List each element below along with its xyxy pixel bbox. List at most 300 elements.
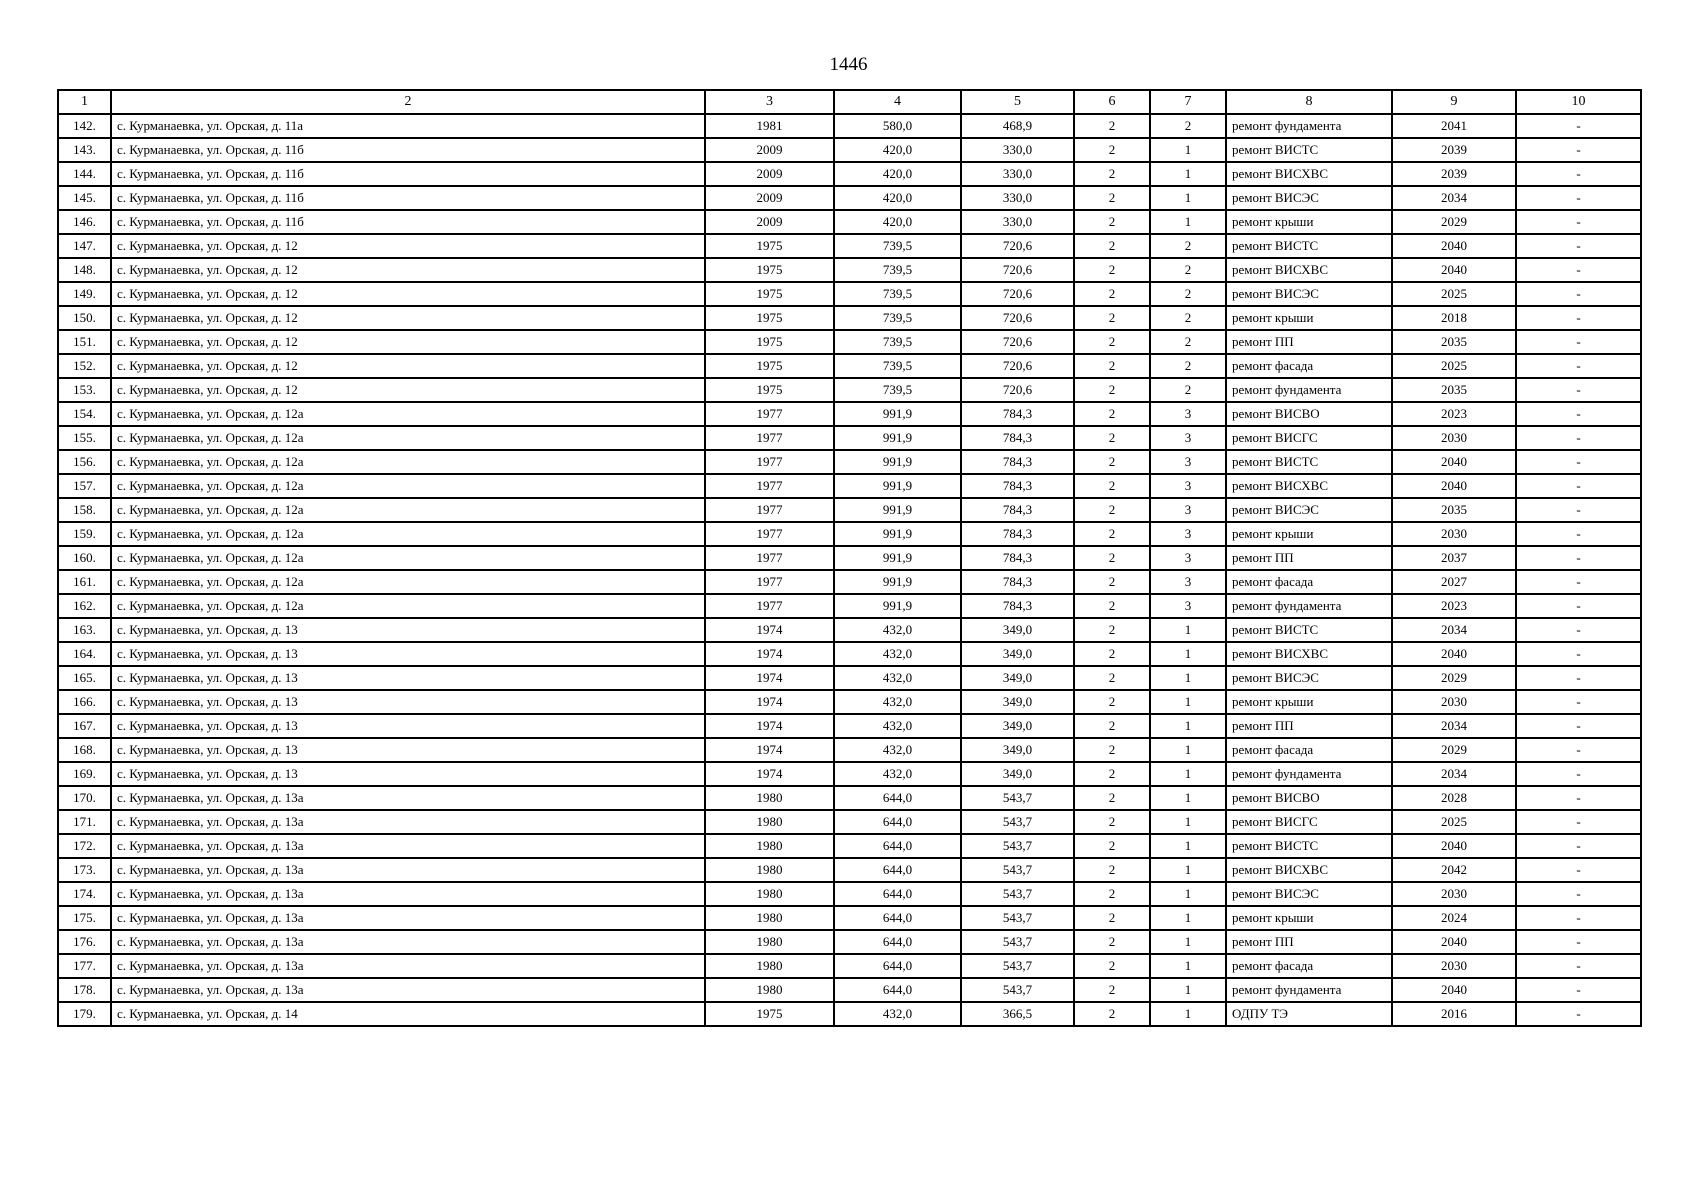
address-cell: с. Курманаевка, ул. Орская, д. 12а bbox=[111, 402, 705, 426]
planned-year-cell: 2030 bbox=[1392, 690, 1516, 714]
address-cell: с. Курманаевка, ул. Орская, д. 12 bbox=[111, 234, 705, 258]
work-type-cell: ремонт фасада bbox=[1226, 738, 1392, 762]
row-number-cell: 149. bbox=[58, 282, 111, 306]
total-area-cell: 644,0 bbox=[834, 906, 961, 930]
row-number-cell: 168. bbox=[58, 738, 111, 762]
total-area-cell: 991,9 bbox=[834, 522, 961, 546]
row-number-cell: 177. bbox=[58, 954, 111, 978]
year-cell: 1974 bbox=[705, 642, 834, 666]
floors-cell: 2 bbox=[1074, 738, 1150, 762]
row-number-cell: 176. bbox=[58, 930, 111, 954]
note-cell: - bbox=[1516, 210, 1641, 234]
work-type-cell: ремонт ПП bbox=[1226, 714, 1392, 738]
note-cell: - bbox=[1516, 882, 1641, 906]
total-area-cell: 432,0 bbox=[834, 666, 961, 690]
floors-cell: 2 bbox=[1074, 162, 1150, 186]
note-cell: - bbox=[1516, 714, 1641, 738]
table-row bbox=[58, 714, 1641, 738]
entrances-cell: 2 bbox=[1150, 354, 1226, 378]
address-cell: с. Курманаевка, ул. Орская, д. 12 bbox=[111, 306, 705, 330]
year-cell: 2009 bbox=[705, 186, 834, 210]
work-type-cell: ремонт ВИСЭС bbox=[1226, 186, 1392, 210]
year-cell: 1980 bbox=[705, 882, 834, 906]
planned-year-cell: 2040 bbox=[1392, 450, 1516, 474]
note-cell: - bbox=[1516, 1002, 1641, 1026]
row-number-cell: 163. bbox=[58, 618, 111, 642]
year-cell: 1977 bbox=[705, 402, 834, 426]
total-area-cell: 991,9 bbox=[834, 546, 961, 570]
planned-year-cell: 2029 bbox=[1392, 738, 1516, 762]
living-area-cell: 784,3 bbox=[961, 402, 1074, 426]
total-area-cell: 739,5 bbox=[834, 234, 961, 258]
living-area-cell: 543,7 bbox=[961, 858, 1074, 882]
work-type-cell: ремонт ПП bbox=[1226, 546, 1392, 570]
note-cell: - bbox=[1516, 858, 1641, 882]
living-area-cell: 349,0 bbox=[961, 738, 1074, 762]
total-area-cell: 991,9 bbox=[834, 594, 961, 618]
entrances-cell: 3 bbox=[1150, 522, 1226, 546]
year-cell: 1977 bbox=[705, 450, 834, 474]
row-number-cell: 171. bbox=[58, 810, 111, 834]
planned-year-cell: 2040 bbox=[1392, 258, 1516, 282]
entrances-cell: 1 bbox=[1150, 882, 1226, 906]
row-number-cell: 175. bbox=[58, 906, 111, 930]
living-area-cell: 720,6 bbox=[961, 234, 1074, 258]
address-cell: с. Курманаевка, ул. Орская, д. 13а bbox=[111, 834, 705, 858]
living-area-cell: 784,3 bbox=[961, 450, 1074, 474]
living-area-cell: 543,7 bbox=[961, 930, 1074, 954]
work-type-cell: ремонт ВИСТС bbox=[1226, 834, 1392, 858]
column-header: 10 bbox=[1516, 90, 1641, 114]
address-cell: с. Курманаевка, ул. Орская, д. 12а bbox=[111, 594, 705, 618]
floors-cell: 2 bbox=[1074, 570, 1150, 594]
work-type-cell: ремонт ВИСГС bbox=[1226, 426, 1392, 450]
table-row bbox=[58, 834, 1641, 858]
total-area-cell: 420,0 bbox=[834, 162, 961, 186]
planned-year-cell: 2040 bbox=[1392, 474, 1516, 498]
entrances-cell: 2 bbox=[1150, 306, 1226, 330]
year-cell: 1977 bbox=[705, 594, 834, 618]
table-row bbox=[58, 738, 1641, 762]
row-number-cell: 174. bbox=[58, 882, 111, 906]
year-cell: 1974 bbox=[705, 714, 834, 738]
row-number-cell: 162. bbox=[58, 594, 111, 618]
entrances-cell: 2 bbox=[1150, 330, 1226, 354]
total-area-cell: 739,5 bbox=[834, 282, 961, 306]
year-cell: 1980 bbox=[705, 906, 834, 930]
living-area-cell: 720,6 bbox=[961, 354, 1074, 378]
row-number-cell: 179. bbox=[58, 1002, 111, 1026]
table-row bbox=[58, 810, 1641, 834]
floors-cell: 2 bbox=[1074, 546, 1150, 570]
year-cell: 1980 bbox=[705, 978, 834, 1002]
work-type-cell: ремонт ВИСХВС bbox=[1226, 258, 1392, 282]
floors-cell: 2 bbox=[1074, 426, 1150, 450]
entrances-cell: 1 bbox=[1150, 186, 1226, 210]
table-row bbox=[58, 234, 1641, 258]
entrances-cell: 1 bbox=[1150, 642, 1226, 666]
note-cell: - bbox=[1516, 762, 1641, 786]
total-area-cell: 580,0 bbox=[834, 114, 961, 138]
planned-year-cell: 2034 bbox=[1392, 762, 1516, 786]
floors-cell: 2 bbox=[1074, 210, 1150, 234]
work-type-cell: ремонт фундамента bbox=[1226, 594, 1392, 618]
table-row bbox=[58, 882, 1641, 906]
total-area-cell: 739,5 bbox=[834, 306, 961, 330]
work-type-cell: ремонт фасада bbox=[1226, 354, 1392, 378]
address-cell: с. Курманаевка, ул. Орская, д. 13 bbox=[111, 738, 705, 762]
living-area-cell: 349,0 bbox=[961, 666, 1074, 690]
table-row bbox=[58, 186, 1641, 210]
total-area-cell: 644,0 bbox=[834, 954, 961, 978]
total-area-cell: 739,5 bbox=[834, 378, 961, 402]
row-number-cell: 166. bbox=[58, 690, 111, 714]
table-row bbox=[58, 522, 1641, 546]
floors-cell: 2 bbox=[1074, 114, 1150, 138]
planned-year-cell: 2027 bbox=[1392, 570, 1516, 594]
planned-year-cell: 2030 bbox=[1392, 426, 1516, 450]
note-cell: - bbox=[1516, 234, 1641, 258]
floors-cell: 2 bbox=[1074, 522, 1150, 546]
address-cell: с. Курманаевка, ул. Орская, д. 12 bbox=[111, 258, 705, 282]
address-cell: с. Курманаевка, ул. Орская, д. 13а bbox=[111, 978, 705, 1002]
planned-year-cell: 2035 bbox=[1392, 330, 1516, 354]
work-type-cell: ремонт фундамента bbox=[1226, 978, 1392, 1002]
floors-cell: 2 bbox=[1074, 450, 1150, 474]
living-area-cell: 720,6 bbox=[961, 306, 1074, 330]
address-cell: с. Курманаевка, ул. Орская, д. 11б bbox=[111, 162, 705, 186]
planned-year-cell: 2029 bbox=[1392, 210, 1516, 234]
floors-cell: 2 bbox=[1074, 690, 1150, 714]
row-number-cell: 164. bbox=[58, 642, 111, 666]
table-row bbox=[58, 114, 1641, 138]
note-cell: - bbox=[1516, 642, 1641, 666]
work-type-cell: ремонт ВИСЭС bbox=[1226, 282, 1392, 306]
note-cell: - bbox=[1516, 834, 1641, 858]
floors-cell: 2 bbox=[1074, 258, 1150, 282]
living-area-cell: 720,6 bbox=[961, 330, 1074, 354]
living-area-cell: 543,7 bbox=[961, 882, 1074, 906]
year-cell: 1980 bbox=[705, 954, 834, 978]
planned-year-cell: 2028 bbox=[1392, 786, 1516, 810]
entrances-cell: 1 bbox=[1150, 162, 1226, 186]
address-cell: с. Курманаевка, ул. Орская, д. 12а bbox=[111, 522, 705, 546]
total-area-cell: 432,0 bbox=[834, 618, 961, 642]
page-number: 1446 bbox=[829, 54, 868, 75]
planned-year-cell: 2040 bbox=[1392, 978, 1516, 1002]
entrances-cell: 1 bbox=[1150, 762, 1226, 786]
table-row bbox=[58, 666, 1641, 690]
note-cell: - bbox=[1516, 426, 1641, 450]
planned-year-cell: 2040 bbox=[1392, 642, 1516, 666]
total-area-cell: 991,9 bbox=[834, 498, 961, 522]
note-cell: - bbox=[1516, 570, 1641, 594]
work-type-cell: ремонт фундамента bbox=[1226, 762, 1392, 786]
floors-cell: 2 bbox=[1074, 906, 1150, 930]
entrances-cell: 1 bbox=[1150, 738, 1226, 762]
address-cell: с. Курманаевка, ул. Орская, д. 13 bbox=[111, 714, 705, 738]
floors-cell: 2 bbox=[1074, 762, 1150, 786]
note-cell: - bbox=[1516, 594, 1641, 618]
row-number-cell: 161. bbox=[58, 570, 111, 594]
planned-year-cell: 2040 bbox=[1392, 930, 1516, 954]
planned-year-cell: 2037 bbox=[1392, 546, 1516, 570]
year-cell: 2009 bbox=[705, 210, 834, 234]
address-cell: с. Курманаевка, ул. Орская, д. 13а bbox=[111, 906, 705, 930]
living-area-cell: 330,0 bbox=[961, 162, 1074, 186]
living-area-cell: 330,0 bbox=[961, 186, 1074, 210]
row-number-cell: 165. bbox=[58, 666, 111, 690]
address-cell: с. Курманаевка, ул. Орская, д. 14 bbox=[111, 1002, 705, 1026]
planned-year-cell: 2025 bbox=[1392, 810, 1516, 834]
total-area-cell: 991,9 bbox=[834, 402, 961, 426]
row-number-cell: 158. bbox=[58, 498, 111, 522]
work-type-cell: ремонт ВИСХВС bbox=[1226, 474, 1392, 498]
year-cell: 1975 bbox=[705, 306, 834, 330]
entrances-cell: 3 bbox=[1150, 474, 1226, 498]
work-type-cell: ремонт ВИСХВС bbox=[1226, 858, 1392, 882]
note-cell: - bbox=[1516, 522, 1641, 546]
living-area-cell: 543,7 bbox=[961, 786, 1074, 810]
total-area-cell: 644,0 bbox=[834, 930, 961, 954]
total-area-cell: 739,5 bbox=[834, 330, 961, 354]
note-cell: - bbox=[1516, 138, 1641, 162]
work-type-cell: ремонт ВИСВО bbox=[1226, 786, 1392, 810]
floors-cell: 2 bbox=[1074, 474, 1150, 498]
year-cell: 1975 bbox=[705, 378, 834, 402]
address-cell: с. Курманаевка, ул. Орская, д. 13 bbox=[111, 666, 705, 690]
floors-cell: 2 bbox=[1074, 618, 1150, 642]
living-area-cell: 784,3 bbox=[961, 522, 1074, 546]
year-cell: 1975 bbox=[705, 354, 834, 378]
work-type-cell: ремонт ВИСЭС bbox=[1226, 498, 1392, 522]
address-cell: с. Курманаевка, ул. Орская, д. 12а bbox=[111, 498, 705, 522]
row-number-cell: 156. bbox=[58, 450, 111, 474]
row-number-cell: 154. bbox=[58, 402, 111, 426]
note-cell: - bbox=[1516, 186, 1641, 210]
entrances-cell: 1 bbox=[1150, 906, 1226, 930]
table-row bbox=[58, 858, 1641, 882]
note-cell: - bbox=[1516, 258, 1641, 282]
address-cell: с. Курманаевка, ул. Орская, д. 11б bbox=[111, 186, 705, 210]
total-area-cell: 432,0 bbox=[834, 738, 961, 762]
living-area-cell: 543,7 bbox=[961, 978, 1074, 1002]
planned-year-cell: 2034 bbox=[1392, 714, 1516, 738]
living-area-cell: 784,3 bbox=[961, 474, 1074, 498]
living-area-cell: 349,0 bbox=[961, 762, 1074, 786]
floors-cell: 2 bbox=[1074, 714, 1150, 738]
entrances-cell: 1 bbox=[1150, 978, 1226, 1002]
note-cell: - bbox=[1516, 954, 1641, 978]
floors-cell: 2 bbox=[1074, 402, 1150, 426]
address-cell: с. Курманаевка, ул. Орская, д. 12 bbox=[111, 282, 705, 306]
table-row bbox=[58, 306, 1641, 330]
table-row bbox=[58, 162, 1641, 186]
address-cell: с. Курманаевка, ул. Орская, д. 13 bbox=[111, 642, 705, 666]
planned-year-cell: 2035 bbox=[1392, 498, 1516, 522]
row-number-cell: 150. bbox=[58, 306, 111, 330]
planned-year-cell: 2029 bbox=[1392, 666, 1516, 690]
planned-year-cell: 2034 bbox=[1392, 186, 1516, 210]
row-number-cell: 144. bbox=[58, 162, 111, 186]
table-row bbox=[58, 138, 1641, 162]
work-type-cell: ремонт фасада bbox=[1226, 954, 1392, 978]
address-cell: с. Курманаевка, ул. Орская, д. 12а bbox=[111, 546, 705, 570]
entrances-cell: 1 bbox=[1150, 666, 1226, 690]
total-area-cell: 432,0 bbox=[834, 714, 961, 738]
table-row bbox=[58, 498, 1641, 522]
living-area-cell: 784,3 bbox=[961, 594, 1074, 618]
table-row bbox=[58, 618, 1641, 642]
planned-year-cell: 2025 bbox=[1392, 354, 1516, 378]
planned-year-cell: 2040 bbox=[1392, 834, 1516, 858]
total-area-cell: 991,9 bbox=[834, 570, 961, 594]
table-row bbox=[58, 426, 1641, 450]
year-cell: 1974 bbox=[705, 738, 834, 762]
floors-cell: 2 bbox=[1074, 138, 1150, 162]
planned-year-cell: 2025 bbox=[1392, 282, 1516, 306]
work-type-cell: ремонт ВИСГС bbox=[1226, 810, 1392, 834]
total-area-cell: 644,0 bbox=[834, 834, 961, 858]
note-cell: - bbox=[1516, 114, 1641, 138]
table-row bbox=[58, 282, 1641, 306]
work-type-cell: ремонт ВИСЭС bbox=[1226, 666, 1392, 690]
total-area-cell: 644,0 bbox=[834, 810, 961, 834]
note-cell: - bbox=[1516, 330, 1641, 354]
living-area-cell: 784,3 bbox=[961, 498, 1074, 522]
work-type-cell: ремонт крыши bbox=[1226, 210, 1392, 234]
row-number-cell: 157. bbox=[58, 474, 111, 498]
address-cell: с. Курманаевка, ул. Орская, д. 12а bbox=[111, 426, 705, 450]
work-type-cell: ремонт ВИСТС bbox=[1226, 234, 1392, 258]
address-cell: с. Курманаевка, ул. Орская, д. 11а bbox=[111, 114, 705, 138]
work-type-cell: ОДПУ ТЭ bbox=[1226, 1002, 1392, 1026]
table-row bbox=[58, 594, 1641, 618]
entrances-cell: 1 bbox=[1150, 690, 1226, 714]
work-type-cell: ремонт крыши bbox=[1226, 306, 1392, 330]
planned-year-cell: 2024 bbox=[1392, 906, 1516, 930]
total-area-cell: 991,9 bbox=[834, 450, 961, 474]
work-type-cell: ремонт ВИСВО bbox=[1226, 402, 1392, 426]
address-cell: с. Курманаевка, ул. Орская, д. 13а bbox=[111, 858, 705, 882]
table-row bbox=[58, 1002, 1641, 1026]
living-area-cell: 720,6 bbox=[961, 282, 1074, 306]
entrances-cell: 1 bbox=[1150, 138, 1226, 162]
entrances-cell: 2 bbox=[1150, 378, 1226, 402]
year-cell: 1977 bbox=[705, 522, 834, 546]
year-cell: 1980 bbox=[705, 930, 834, 954]
year-cell: 1980 bbox=[705, 786, 834, 810]
floors-cell: 2 bbox=[1074, 642, 1150, 666]
living-area-cell: 349,0 bbox=[961, 642, 1074, 666]
address-cell: с. Курманаевка, ул. Орская, д. 13 bbox=[111, 762, 705, 786]
year-cell: 1975 bbox=[705, 282, 834, 306]
header-row bbox=[58, 90, 1641, 114]
note-cell: - bbox=[1516, 546, 1641, 570]
total-area-cell: 991,9 bbox=[834, 474, 961, 498]
floors-cell: 2 bbox=[1074, 282, 1150, 306]
column-header: 7 bbox=[1150, 90, 1226, 114]
column-header: 3 bbox=[705, 90, 834, 114]
floors-cell: 2 bbox=[1074, 330, 1150, 354]
table-row bbox=[58, 402, 1641, 426]
row-number-cell: 145. bbox=[58, 186, 111, 210]
floors-cell: 2 bbox=[1074, 594, 1150, 618]
floors-cell: 2 bbox=[1074, 930, 1150, 954]
year-cell: 1980 bbox=[705, 810, 834, 834]
entrances-cell: 2 bbox=[1150, 114, 1226, 138]
living-area-cell: 349,0 bbox=[961, 714, 1074, 738]
work-type-cell: ремонт крыши bbox=[1226, 522, 1392, 546]
floors-cell: 2 bbox=[1074, 378, 1150, 402]
year-cell: 1974 bbox=[705, 762, 834, 786]
entrances-cell: 1 bbox=[1150, 714, 1226, 738]
floors-cell: 2 bbox=[1074, 978, 1150, 1002]
note-cell: - bbox=[1516, 666, 1641, 690]
year-cell: 1977 bbox=[705, 474, 834, 498]
work-type-cell: ремонт крыши bbox=[1226, 906, 1392, 930]
note-cell: - bbox=[1516, 930, 1641, 954]
column-header: 9 bbox=[1392, 90, 1516, 114]
year-cell: 1975 bbox=[705, 1002, 834, 1026]
table-row bbox=[58, 546, 1641, 570]
row-number-cell: 172. bbox=[58, 834, 111, 858]
living-area-cell: 543,7 bbox=[961, 810, 1074, 834]
table-row bbox=[58, 474, 1641, 498]
entrances-cell: 3 bbox=[1150, 594, 1226, 618]
total-area-cell: 432,0 bbox=[834, 690, 961, 714]
work-type-cell: ремонт фундамента bbox=[1226, 378, 1392, 402]
total-area-cell: 432,0 bbox=[834, 762, 961, 786]
living-area-cell: 543,7 bbox=[961, 834, 1074, 858]
planned-year-cell: 2039 bbox=[1392, 138, 1516, 162]
address-cell: с. Курманаевка, ул. Орская, д. 13 bbox=[111, 690, 705, 714]
floors-cell: 2 bbox=[1074, 834, 1150, 858]
table-row bbox=[58, 930, 1641, 954]
entrances-cell: 1 bbox=[1150, 858, 1226, 882]
year-cell: 1981 bbox=[705, 114, 834, 138]
floors-cell: 2 bbox=[1074, 666, 1150, 690]
column-header: 4 bbox=[834, 90, 961, 114]
row-number-cell: 143. bbox=[58, 138, 111, 162]
living-area-cell: 349,0 bbox=[961, 690, 1074, 714]
living-area-cell: 784,3 bbox=[961, 426, 1074, 450]
entrances-cell: 3 bbox=[1150, 498, 1226, 522]
planned-year-cell: 2018 bbox=[1392, 306, 1516, 330]
work-type-cell: ремонт ВИСЭС bbox=[1226, 882, 1392, 906]
entrances-cell: 2 bbox=[1150, 282, 1226, 306]
row-number-cell: 178. bbox=[58, 978, 111, 1002]
note-cell: - bbox=[1516, 786, 1641, 810]
note-cell: - bbox=[1516, 162, 1641, 186]
planned-year-cell: 2042 bbox=[1392, 858, 1516, 882]
row-number-cell: 146. bbox=[58, 210, 111, 234]
total-area-cell: 432,0 bbox=[834, 1002, 961, 1026]
year-cell: 1977 bbox=[705, 546, 834, 570]
table-row bbox=[58, 954, 1641, 978]
floors-cell: 2 bbox=[1074, 354, 1150, 378]
address-cell: с. Курманаевка, ул. Орская, д. 12 bbox=[111, 330, 705, 354]
entrances-cell: 1 bbox=[1150, 210, 1226, 234]
year-cell: 1975 bbox=[705, 330, 834, 354]
address-cell: с. Курманаевка, ул. Орская, д. 12 bbox=[111, 378, 705, 402]
repair-schedule-table bbox=[57, 89, 1642, 1027]
note-cell: - bbox=[1516, 306, 1641, 330]
note-cell: - bbox=[1516, 474, 1641, 498]
table-body bbox=[58, 114, 1641, 1026]
year-cell: 1975 bbox=[705, 234, 834, 258]
table-row bbox=[58, 450, 1641, 474]
